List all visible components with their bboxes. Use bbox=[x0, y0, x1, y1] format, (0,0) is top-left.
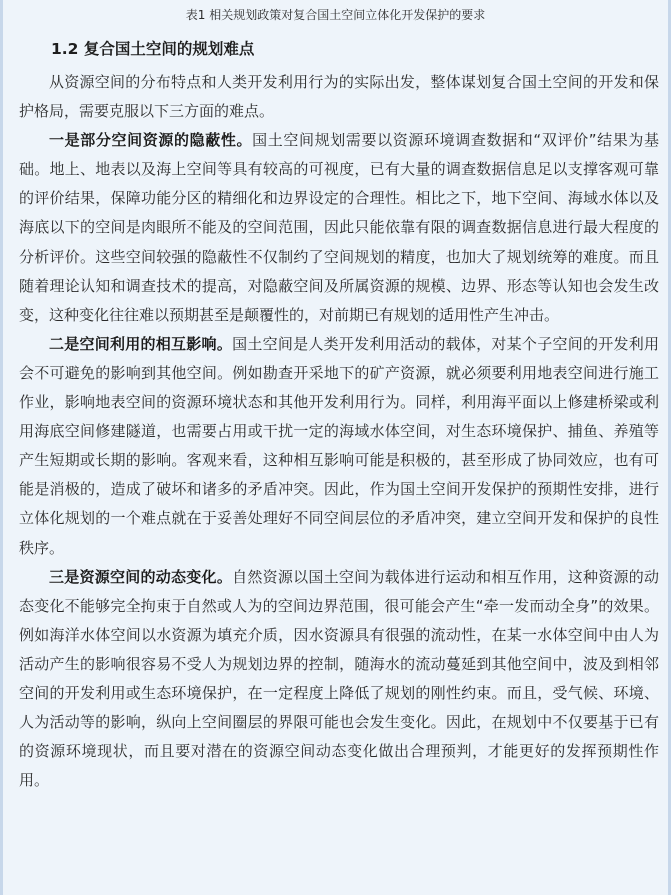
article-body bbox=[19, 68, 659, 795]
paragraph-text: 从资源空间的分布特点和人类开发利用行为的实际出发，整体谋划复合国土空间的开发和保护格局，需要克服以下三方面的难点。 bbox=[19, 73, 659, 121]
paragraph-concealment bbox=[19, 126, 659, 330]
paragraph-lead: 三是资源空间的动态变化。 bbox=[49, 567, 233, 586]
paragraph-dynamics bbox=[19, 563, 659, 796]
paragraph-text: 国土空间规划需要以资源环境调查数据和“双评价”结果为基础。地上、地表以及海上空间等具有较高的可视度，已有大量的调查数据信息足以支撑客观可靠的评价结果，保障功能分区的精细化和边界设定的合理性。相比之下，地下空间、海域水体以及海底以下的空间是肉眼所不能及的空间范围，因此只能依靠有限的调查数据信息进行最大程度的分析评价。这些空间较强的隐蔽性不仅制约了空间规划的精度，也加大了规划统筹的难度。而且随着理论认知和调查技术的提高，对隐蔽空间及所属资源的规模、边界、形态等认知也会发生改变，这种变化往往难以预期甚至是颠覆性的，对前期已有规划的适用性产生冲击。 bbox=[19, 131, 659, 324]
paragraph-text: 国土空间是人类开发利用活动的载体，对某个子空间的开发利用会不可避免的影响到其他空间。例如勘查开采地下的矿产资源，就必须要利用地表空间进行施工作业，影响地表空间的资源环境状态和其他开发利用行为。同样，利用海平面以上修建桥梁或利用海底空间修建隧道，也需要占用或干扰一定的海域水体空间，对生态环境保护、捕鱼、养殖等产生短期或长期的影响。客观来看，这种相互影响可能是积极的，甚至形成了协同效应，也有可能是消极的，造成了破坏和诸多的矛盾冲突。因此，作为国土空间开发保护的预期性安排，进行立体化规划的一个难点就在于妥善处理好不同空间层位的矛盾冲突，建立空间开发和保护的良性秩序。 bbox=[19, 334, 659, 557]
section-title: 1.2 复合国土空间的规划难点 bbox=[51, 40, 255, 58]
table-caption: 表1 相关规划政策对复合国土空间立体化开发保护的要求 bbox=[185, 8, 486, 22]
paragraph-interaction bbox=[19, 330, 659, 563]
paragraph-intro bbox=[19, 68, 659, 126]
paragraph-lead: 二是空间利用的相互影响。 bbox=[49, 334, 233, 353]
paragraph-lead: 一是部分空间资源的隐蔽性。 bbox=[49, 131, 253, 150]
paragraph-text: 自然资源以国土空间为载体进行运动和相互作用，这种资源的动态变化不能够完全拘束于自然或人为的空间边界范围，很可能会产生“牵一发而动全身”的效果。例如海洋水体空间以水资源为填充介质，因水资源具有很强的流动性，在某一水体空间中由人为活动产生的影响很容易不受人为规划边界的控制，随海水的流动蔓延到其他空间中，波及到相邻空间的开发利用或生态环境保护，在一定程度上降低了规划的刚性约束。而且，受气候、环境、人为活动等的影响，纵向上空间圈层的界限可能也会发生变化。因此，在规划中不仅要基于已有的资源环境现状，而且要对潜在的资源空间动态变化做出合理预判，才能更好的发挥预期性作用。 bbox=[19, 567, 659, 790]
